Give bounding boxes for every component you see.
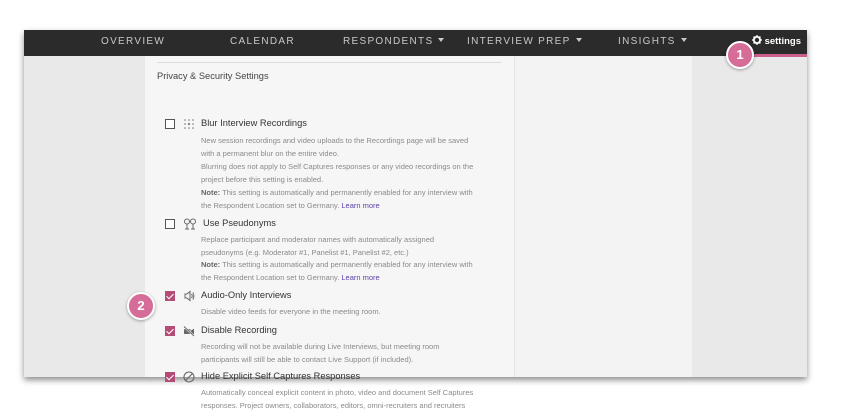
blur-recordings-description-2 <box>201 161 506 186</box>
note-text: the Respondent Location set to Germany. <box>201 200 342 210</box>
learn-more-link[interactable]: Learn more <box>341 200 380 210</box>
gear-icon <box>752 35 762 45</box>
app-window <box>24 30 807 410</box>
description-line: project before this setting is enabled. <box>201 174 324 184</box>
audio-only-icon <box>183 290 195 302</box>
section-title: Privacy & Security Settings <box>157 71 269 81</box>
description-line: Disable video feeds for everyone in the meeting room. <box>201 307 381 316</box>
audio-only-description <box>201 306 506 319</box>
note-label: Note: <box>201 260 221 269</box>
blur-recordings-title: Blur Interview Recordings <box>201 118 307 128</box>
blur-dots-icon <box>183 118 195 130</box>
hide-explicit-checkbox[interactable] <box>165 372 175 382</box>
nav-insights[interactable] <box>618 30 687 56</box>
use-pseudonyms-description <box>201 234 506 259</box>
chevron-down-icon <box>576 38 582 42</box>
disable-recording-description <box>201 341 506 366</box>
description-line: Automatically conceal explicit content in photo, video and document Self Captures <box>201 388 474 397</box>
settings-panel <box>145 56 514 410</box>
prohibited-icon <box>183 371 195 383</box>
description-line: New session recordings and video uploads to the Recordings page will be saved <box>201 136 469 145</box>
chevron-down-icon <box>681 38 687 42</box>
nav-respondents[interactable] <box>343 30 444 56</box>
use-pseudonyms-checkbox[interactable] <box>165 219 175 229</box>
description-line: with a permanent blur on the entire video. <box>201 148 339 158</box>
nav-settings[interactable] <box>752 30 801 56</box>
divider <box>157 62 502 63</box>
audio-only-checkbox[interactable] <box>165 291 175 301</box>
description-line: participants will still be able to contact Live Support (if included). <box>201 354 414 364</box>
note-text: This setting is automatically and permanently enabled for any interview with <box>220 260 473 269</box>
blur-recordings-description <box>201 135 506 160</box>
audio-only-title: Audio-Only Interviews <box>201 290 292 300</box>
video-off-icon <box>183 325 195 337</box>
nav-insights-label: INSIGHTS <box>618 36 676 47</box>
nav-calendar-label: CALENDAR <box>230 36 295 47</box>
top-nav <box>24 30 807 56</box>
use-pseudonyms-note <box>201 259 506 284</box>
description-line: Blurring does not apply to Self Captures responses or any video recordings on the <box>201 162 474 171</box>
disable-recording-checkbox[interactable] <box>165 326 175 336</box>
description-line: Replace participant and moderator names with automatically assigned <box>201 235 435 244</box>
note-text: the Respondent Location set to Germany. <box>201 272 342 282</box>
note-text: This setting is automatically and permanently enabled for any interview with <box>220 188 473 197</box>
nav-respondents-label: RESPONDENTS <box>343 36 434 47</box>
pseudonym-people-icon <box>183 218 197 230</box>
description-line: responses. Project owners, collaborators, editors, omni-recruiters and recruiters <box>201 400 466 410</box>
chevron-down-icon <box>438 38 444 42</box>
blur-recordings-checkbox[interactable] <box>165 119 175 129</box>
nav-interview-prep[interactable] <box>467 30 582 56</box>
callout-badge-1: 1 <box>726 41 754 69</box>
blur-recordings-note <box>201 187 506 212</box>
nav-interview-prep-label: INTERVIEW PREP <box>467 36 571 47</box>
hide-explicit-description <box>201 387 506 412</box>
nav-calendar[interactable] <box>230 30 295 56</box>
nav-overview-label: OVERVIEW <box>101 36 166 47</box>
note-label: Note: <box>201 188 221 197</box>
learn-more-link[interactable]: Learn more <box>341 272 380 282</box>
disable-recording-title: Disable Recording <box>201 325 277 335</box>
nav-overview[interactable] <box>101 30 165 56</box>
hide-explicit-title: Hide Explicit Self Captures Responses <box>201 371 361 381</box>
description-line: Recording will not be available during Live Interviews, but meeting room <box>201 342 440 351</box>
description-line: pseudonyms (e.g. Moderator #1, Panelist #1, Panelist #2, etc.) <box>201 247 409 257</box>
nav-settings-label: settings <box>764 36 801 47</box>
callout-badge-2: 2 <box>127 292 155 320</box>
use-pseudonyms-title: Use Pseudonyms <box>203 218 276 228</box>
right-empty-panel <box>514 56 692 377</box>
